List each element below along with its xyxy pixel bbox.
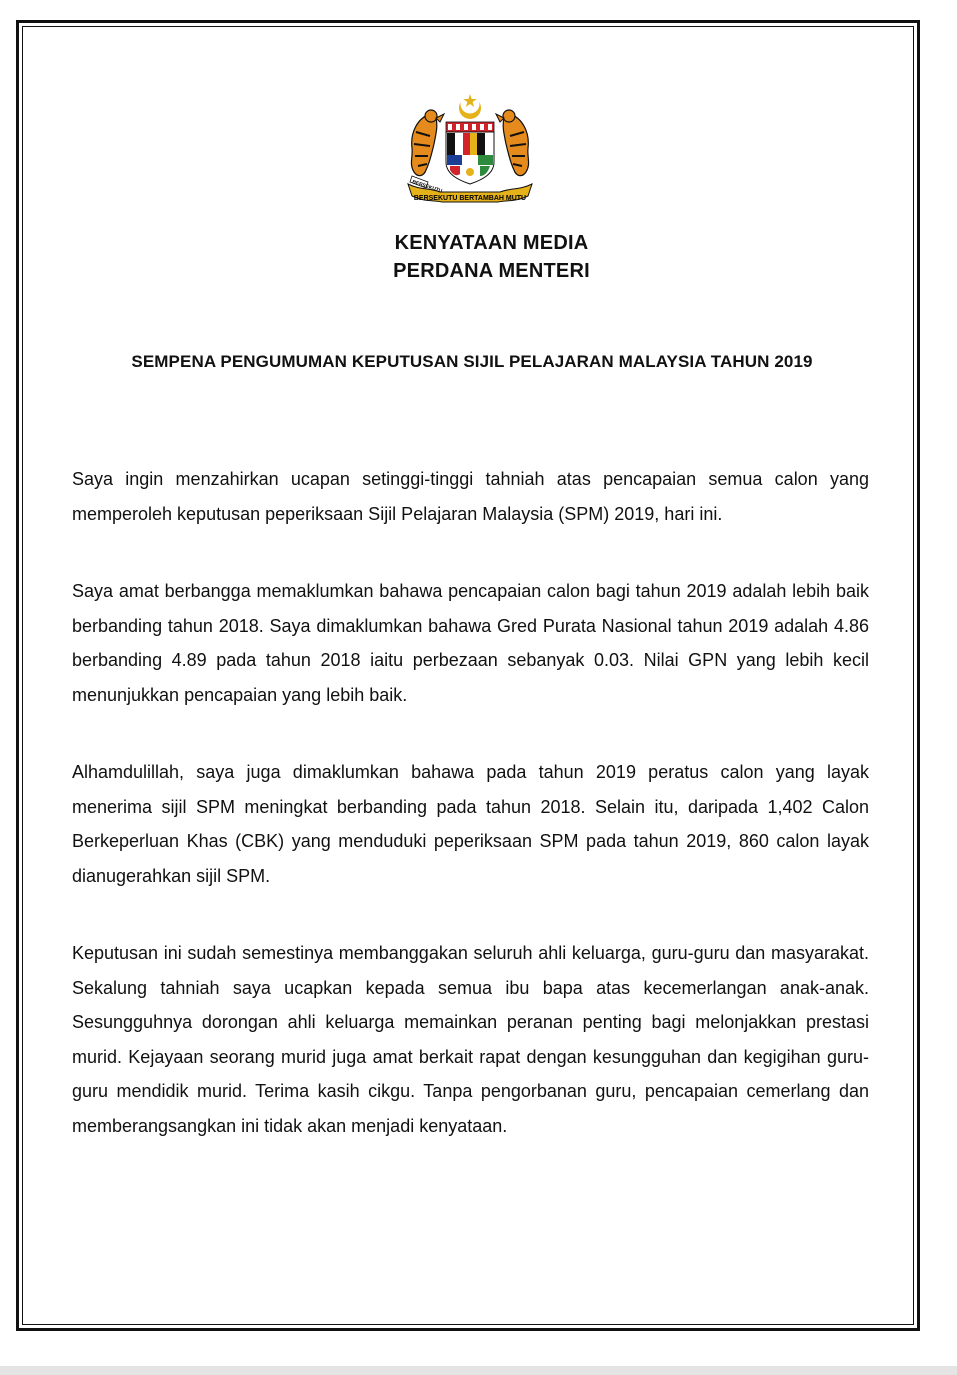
title-line-1: KENYATAAN MEDIA	[394, 232, 589, 254]
document-title	[0, 229, 957, 285]
document-subject: SEMPENA PENGUMUMAN KEPUTUSAN SIJIL PELAJARAN MALAYSIA TAHUN 2019	[131, 352, 813, 371]
paragraph-2: Saya amat berbangga memaklumkan bahawa pencapaian calon bagi tahun 2019 adalah lebih baik berbanding tahun 2018. Saya dimaklumkan bahawa Gred Purata Nasional tahun 2019 adalah 4.86 berbanding 4.89 pada tahun 2018 iaitu perbezaan sebanyak 0.03. Nilai GPN yang lebih kecil menunjukkan pencapaian yang lebih baik.	[72, 581, 869, 705]
crest-motto: BERSEKUTU BERTAMBAH MUTU	[413, 195, 527, 202]
crescent-star-icon	[459, 94, 481, 119]
title-line-2: PERDANA MENTERI	[393, 260, 590, 282]
viewer-bottom-edge	[0, 1366, 957, 1375]
paragraph-4: Keputusan ini sudah semestinya membanggakan seluruh ahli keluarga, guru-guru dan masyarakat. Sekalung tahniah saya ucapkan kepada semua ibu bapa atas kecemerlangan anak-anak. Sesungguhnya dorongan ahli keluarga memainkan peranan penting bagi melonjakkan prestasi murid. Kejayaan seorang murid juga amat berkait rapat dengan kesungguhan dan kegigihan guru-guru mendidik murid. Terima kasih cikgu. Tanpa pengorbanan guru, pencapaian cemerlang dan memberangsangkan ini tidak akan menjadi kenyataan.	[72, 943, 869, 1136]
paragraph-1: Saya ingin menzahirkan ucapan setinggi-tinggi tahniah atas pencapaian semua calon yang memperoleh keputusan peperiksaan Sijil Pelajaran Malaysia (SPM) 2019, hari ini.	[72, 469, 869, 524]
right-tiger-icon	[496, 110, 529, 176]
left-tiger-icon	[411, 110, 444, 176]
paragraph-3: Alhamdulillah, saya juga dimaklumkan bahawa pada tahun 2019 peratus calon yang layak menerima sijil SPM meningkat berbanding pada tahun 2018. Selain itu, daripada 1,402 Calon Berkeperluan Khas (CBK) yang menduduki peperiksaan SPM pada tahun 2019, 860 calon layak dianugerahkan sijil SPM.	[72, 762, 869, 886]
coat-of-arms-emblem	[400, 92, 540, 212]
crest-left-label: BERSEKUTU	[411, 179, 443, 195]
shield-icon	[446, 122, 494, 184]
